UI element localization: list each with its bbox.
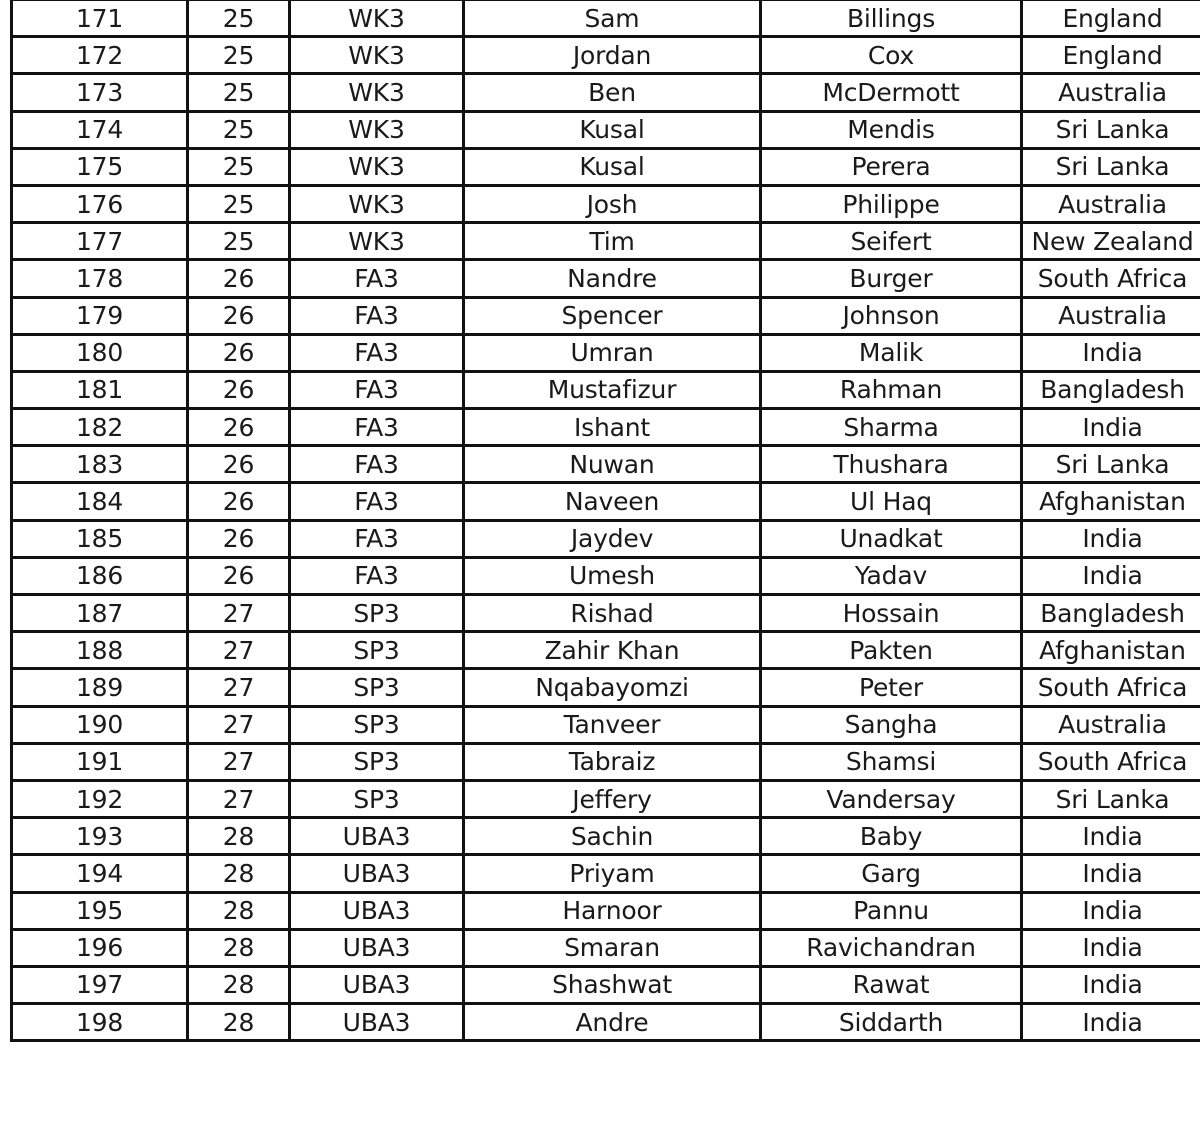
table-row <box>12 260 1200 297</box>
first-name-cell: Smaran <box>464 929 761 966</box>
surname-cell: Ravichandran <box>761 929 1022 966</box>
table-row <box>12 185 1200 222</box>
first-name-cell: Tabraiz <box>464 743 761 780</box>
country-cell: Australia <box>1022 706 1200 743</box>
set-number-cell: 28 <box>188 966 290 1003</box>
surname-cell: Sharma <box>761 409 1022 446</box>
country-cell: Bangladesh <box>1022 371 1200 408</box>
row-number-cell: 182 <box>12 409 188 446</box>
row-number-cell: 191 <box>12 743 188 780</box>
first-name-cell: Nandre <box>464 260 761 297</box>
set-number-cell: 27 <box>188 632 290 669</box>
table-row <box>12 0 1200 37</box>
surname-cell: Vandersay <box>761 780 1022 817</box>
set-code-cell: WK3 <box>290 111 464 148</box>
table-row <box>12 148 1200 185</box>
country-cell: India <box>1022 892 1200 929</box>
country-cell: Sri Lanka <box>1022 148 1200 185</box>
table-row <box>12 855 1200 892</box>
first-name-cell: Priyam <box>464 855 761 892</box>
set-number-cell: 26 <box>188 557 290 594</box>
first-name-cell: Mustafizur <box>464 371 761 408</box>
set-number-cell: 27 <box>188 706 290 743</box>
country-cell: South Africa <box>1022 743 1200 780</box>
first-name-cell: Zahir Khan <box>464 632 761 669</box>
table-row <box>12 966 1200 1003</box>
surname-cell: Johnson <box>761 297 1022 334</box>
surname-cell: Philippe <box>761 185 1022 222</box>
set-code-cell: UBA3 <box>290 1004 464 1041</box>
surname-cell: Ul Haq <box>761 483 1022 520</box>
set-code-cell: UBA3 <box>290 855 464 892</box>
table-row <box>12 409 1200 446</box>
table-row <box>12 520 1200 557</box>
surname-cell: Sangha <box>761 706 1022 743</box>
surname-cell: Mendis <box>761 111 1022 148</box>
first-name-cell: Sam <box>464 0 761 37</box>
set-number-cell: 28 <box>188 929 290 966</box>
table-row <box>12 892 1200 929</box>
first-name-cell: Tim <box>464 223 761 260</box>
surname-cell: Perera <box>761 148 1022 185</box>
set-number-cell: 26 <box>188 297 290 334</box>
row-number-cell: 197 <box>12 966 188 1003</box>
first-name-cell: Andre <box>464 1004 761 1041</box>
country-cell: India <box>1022 855 1200 892</box>
set-code-cell: SP3 <box>290 669 464 706</box>
row-number-cell: 195 <box>12 892 188 929</box>
set-code-cell: SP3 <box>290 632 464 669</box>
first-name-cell: Tanveer <box>464 706 761 743</box>
country-cell: South Africa <box>1022 669 1200 706</box>
set-number-cell: 27 <box>188 669 290 706</box>
surname-cell: Thushara <box>761 446 1022 483</box>
set-number-cell: 26 <box>188 371 290 408</box>
row-number-cell: 176 <box>12 185 188 222</box>
row-number-cell: 188 <box>12 632 188 669</box>
row-number-cell: 194 <box>12 855 188 892</box>
set-code-cell: WK3 <box>290 148 464 185</box>
surname-cell: Rawat <box>761 966 1022 1003</box>
first-name-cell: Jordan <box>464 37 761 74</box>
country-cell: Sri Lanka <box>1022 446 1200 483</box>
set-code-cell: FA3 <box>290 409 464 446</box>
country-cell: Sri Lanka <box>1022 111 1200 148</box>
country-cell: Australia <box>1022 185 1200 222</box>
row-number-cell: 185 <box>12 520 188 557</box>
country-cell: Australia <box>1022 74 1200 111</box>
surname-cell: Cox <box>761 37 1022 74</box>
set-code-cell: WK3 <box>290 74 464 111</box>
surname-cell: McDermott <box>761 74 1022 111</box>
country-cell: England <box>1022 0 1200 37</box>
set-code-cell: UBA3 <box>290 929 464 966</box>
country-cell: South Africa <box>1022 260 1200 297</box>
set-number-cell: 26 <box>188 334 290 371</box>
surname-cell: Burger <box>761 260 1022 297</box>
surname-cell: Pakten <box>761 632 1022 669</box>
country-cell: Bangladesh <box>1022 595 1200 632</box>
row-number-cell: 193 <box>12 818 188 855</box>
table-row <box>12 669 1200 706</box>
table-row <box>12 297 1200 334</box>
row-number-cell: 192 <box>12 780 188 817</box>
surname-cell: Rahman <box>761 371 1022 408</box>
table-row <box>12 706 1200 743</box>
set-code-cell: SP3 <box>290 743 464 780</box>
row-number-cell: 196 <box>12 929 188 966</box>
set-number-cell: 26 <box>188 446 290 483</box>
set-number-cell: 28 <box>188 892 290 929</box>
country-cell: India <box>1022 929 1200 966</box>
set-number-cell: 25 <box>188 185 290 222</box>
row-number-cell: 198 <box>12 1004 188 1041</box>
set-code-cell: UBA3 <box>290 818 464 855</box>
surname-cell: Peter <box>761 669 1022 706</box>
surname-cell: Malik <box>761 334 1022 371</box>
first-name-cell: Kusal <box>464 148 761 185</box>
table-row <box>12 557 1200 594</box>
table-row <box>12 818 1200 855</box>
row-number-cell: 178 <box>12 260 188 297</box>
surname-cell: Siddarth <box>761 1004 1022 1041</box>
set-number-cell: 28 <box>188 855 290 892</box>
set-code-cell: WK3 <box>290 185 464 222</box>
row-number-cell: 179 <box>12 297 188 334</box>
set-code-cell: SP3 <box>290 706 464 743</box>
surname-cell: Yadav <box>761 557 1022 594</box>
surname-cell: Unadkat <box>761 520 1022 557</box>
first-name-cell: Shashwat <box>464 966 761 1003</box>
set-number-cell: 25 <box>188 37 290 74</box>
table-row <box>12 632 1200 669</box>
surname-cell: Baby <box>761 818 1022 855</box>
row-number-cell: 180 <box>12 334 188 371</box>
first-name-cell: Umran <box>464 334 761 371</box>
surname-cell: Pannu <box>761 892 1022 929</box>
set-code-cell: FA3 <box>290 446 464 483</box>
player-table-body <box>12 0 1200 1041</box>
first-name-cell: Jeffery <box>464 780 761 817</box>
row-number-cell: 187 <box>12 595 188 632</box>
table-row <box>12 929 1200 966</box>
set-number-cell: 25 <box>188 223 290 260</box>
set-number-cell: 25 <box>188 74 290 111</box>
set-number-cell: 27 <box>188 743 290 780</box>
set-number-cell: 27 <box>188 595 290 632</box>
set-number-cell: 26 <box>188 260 290 297</box>
country-cell: India <box>1022 520 1200 557</box>
first-name-cell: Nqabayomzi <box>464 669 761 706</box>
first-name-cell: Spencer <box>464 297 761 334</box>
table-row <box>12 37 1200 74</box>
set-number-cell: 26 <box>188 483 290 520</box>
row-number-cell: 171 <box>12 0 188 37</box>
first-name-cell: Ishant <box>464 409 761 446</box>
country-cell: India <box>1022 966 1200 1003</box>
set-code-cell: WK3 <box>290 37 464 74</box>
table-row <box>12 446 1200 483</box>
table-row <box>12 111 1200 148</box>
set-code-cell: FA3 <box>290 334 464 371</box>
player-table <box>10 0 1200 1042</box>
set-code-cell: FA3 <box>290 297 464 334</box>
country-cell: Sri Lanka <box>1022 780 1200 817</box>
first-name-cell: Ben <box>464 74 761 111</box>
country-cell: New Zealand <box>1022 223 1200 260</box>
surname-cell: Hossain <box>761 595 1022 632</box>
set-code-cell: WK3 <box>290 223 464 260</box>
table-row <box>12 1004 1200 1041</box>
surname-cell: Shamsi <box>761 743 1022 780</box>
country-cell: England <box>1022 37 1200 74</box>
set-number-cell: 26 <box>188 409 290 446</box>
row-number-cell: 190 <box>12 706 188 743</box>
surname-cell: Seifert <box>761 223 1022 260</box>
set-code-cell: SP3 <box>290 595 464 632</box>
surname-cell: Garg <box>761 855 1022 892</box>
set-code-cell: FA3 <box>290 483 464 520</box>
first-name-cell: Jaydev <box>464 520 761 557</box>
first-name-cell: Rishad <box>464 595 761 632</box>
first-name-cell: Nuwan <box>464 446 761 483</box>
row-number-cell: 172 <box>12 37 188 74</box>
player-list-sheet <box>10 0 1200 1042</box>
country-cell: India <box>1022 1004 1200 1041</box>
table-row <box>12 334 1200 371</box>
country-cell: India <box>1022 557 1200 594</box>
row-number-cell: 183 <box>12 446 188 483</box>
table-row <box>12 223 1200 260</box>
table-row <box>12 371 1200 408</box>
country-cell: Afghanistan <box>1022 483 1200 520</box>
surname-cell: Billings <box>761 0 1022 37</box>
set-code-cell: FA3 <box>290 557 464 594</box>
first-name-cell: Kusal <box>464 111 761 148</box>
country-cell: Australia <box>1022 297 1200 334</box>
row-number-cell: 177 <box>12 223 188 260</box>
country-cell: India <box>1022 818 1200 855</box>
row-number-cell: 173 <box>12 74 188 111</box>
set-number-cell: 25 <box>188 111 290 148</box>
set-number-cell: 26 <box>188 520 290 557</box>
set-code-cell: WK3 <box>290 0 464 37</box>
set-number-cell: 28 <box>188 1004 290 1041</box>
country-cell: India <box>1022 409 1200 446</box>
set-number-cell: 28 <box>188 818 290 855</box>
country-cell: Afghanistan <box>1022 632 1200 669</box>
set-code-cell: FA3 <box>290 520 464 557</box>
first-name-cell: Umesh <box>464 557 761 594</box>
table-row <box>12 595 1200 632</box>
row-number-cell: 175 <box>12 148 188 185</box>
table-row <box>12 743 1200 780</box>
set-code-cell: UBA3 <box>290 892 464 929</box>
row-number-cell: 184 <box>12 483 188 520</box>
row-number-cell: 186 <box>12 557 188 594</box>
table-row <box>12 483 1200 520</box>
row-number-cell: 181 <box>12 371 188 408</box>
set-code-cell: FA3 <box>290 371 464 408</box>
set-number-cell: 27 <box>188 780 290 817</box>
first-name-cell: Harnoor <box>464 892 761 929</box>
country-cell: India <box>1022 334 1200 371</box>
table-row <box>12 74 1200 111</box>
row-number-cell: 174 <box>12 111 188 148</box>
first-name-cell: Sachin <box>464 818 761 855</box>
set-number-cell: 25 <box>188 148 290 185</box>
first-name-cell: Naveen <box>464 483 761 520</box>
table-row <box>12 780 1200 817</box>
set-number-cell: 25 <box>188 0 290 37</box>
first-name-cell: Josh <box>464 185 761 222</box>
set-code-cell: UBA3 <box>290 966 464 1003</box>
set-code-cell: SP3 <box>290 780 464 817</box>
set-code-cell: FA3 <box>290 260 464 297</box>
row-number-cell: 189 <box>12 669 188 706</box>
